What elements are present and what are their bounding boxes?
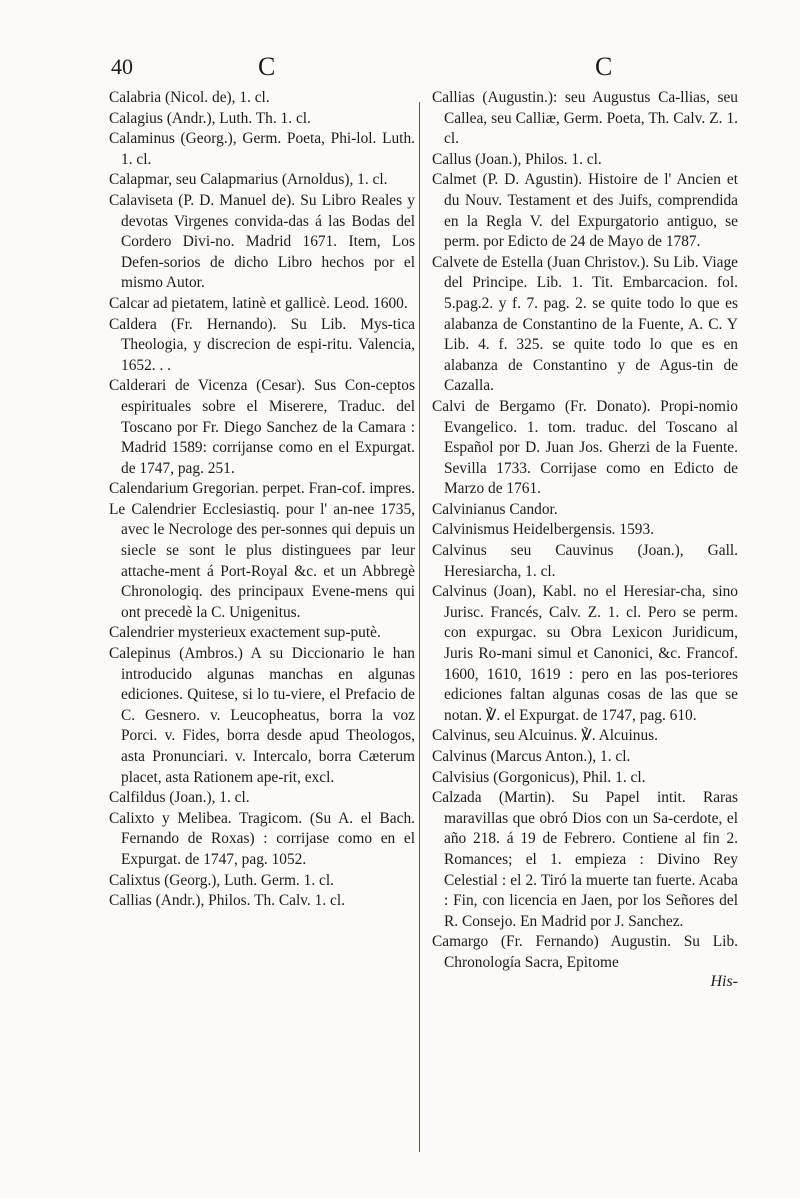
entry: Callus (Joan.), Philos. 1. cl. [432,150,602,168]
entry: Le Calendrier Ecclesiastiq. pour l' an-nee 1735, avec le Necrologe des per-sonnes qui depuis un siecle se sont le plus distinguees par leur attache-ment á Port-Royal &c. et un Abbregè Chronologiq. des principaux Evene-mens qui ont precedè la C. Unigenitus. [109,500,415,621]
entry: Calvinus (Marcus Anton.), 1. cl. [432,748,631,765]
entry: Calvinismus Heidelbergensis. 1593. [432,521,655,539]
section-letter-right: C [595,52,614,81]
section-letter-left: C [258,52,277,81]
entry: Calderari de Vicenza (Cesar). Sus Con-ceptos espirituales sobre el Miserere, Traduc. del Toscano por Fr. Diego Sanchez de la Camara : Madrid 1589: corrijanse como en el Expurgat. de 1747, pag. 251. [109,377,415,477]
page-number: 40 [111,54,133,79]
entry: Calzada (Martin). Su Papel intit. Raras maravillas que obró Dios con un Sa-cerdote, el año 218. á 19 de Febrero. Contiene al fin 2. Romances; el 1. empieza : Divino Rey Celestial : el 2. Tiró la muerte tan fuerte. Acaba : Fin, con licencia en Jaen, por los Señores del R. Consejo. En Madrid por J. Sanchez. [432,789,738,930]
entry: Callias (Andr.), Philos. Th. Calv. 1. cl. [109,892,345,910]
entry: Callias (Augustin.): seu Augustus Ca-llias, seu Callea, seu Calliæ, Germ. Poeta, Th. Calv. Z. 1. cl. [432,89,738,148]
entry: Calcar ad pietatem, latinè et gallicè. Leod. 1600. [109,294,408,312]
entry: Calixto y Melibea. Tragicom. (Su A. el Bach. Fernando de Roxas) : corrijase como en el Expurgat. de 1747, pag. 1052. [109,809,415,868]
entry: Calendarium Gregorian. perpet. Fran-cof. impres. [109,480,415,498]
entry: Calepinus (Ambros.) A su Diccionario le han introducido algunas manchas en algunas ediciones. Quitese, si lo tu-viere, el Prefacio de C. Gesnero. v. Leucopheatus, borra la voz Porci. v. Fides, borra desde apud Theologos, asta Pronunciari. v. Intercalo, borra Cæterum placet, asta Rationem ape-rit, excl. [109,645,415,786]
page-header [0,50,800,84]
entry: Calaminus (Georg.), Germ. Poeta, Phi-lol. Luth. 1. cl. [109,130,415,168]
entry: Calvinianus Candor. [432,500,558,518]
entry: Calaviseta (P. D. Manuel de). Su Libro Reales y devotas Virgenes convida-das á las Bodas del Cordero Divi-no. Madrid 1671. Item, Los Defen-sorios de dicho Libro hechos por el mismo Autor. [109,191,415,292]
entry: Calvi de Bergamo (Fr. Donato). Propi-nomio Evangelico. 1. tom. traduc. del Toscano al Español por D. Juan Jos. Gherzi de la Fuente. Sevilla 1733. Corrijase como en Edicto de Marzo de 1761. [432,397,738,498]
entry: Calvisius (Gorgonicus), Phil. 1. cl. [432,768,646,786]
column-divider [419,102,420,1152]
entry: Calvete de Estella (Juan Christov.). Su Lib. Viage del Principe. Lib. 1. Tit. Embarcacion. fol. 5.pag.2. y f. 7. pag. 2. se quite todo lo que es alabanza de Constantino de la Fuente, A. C. Y Lib. 4. f. 325. se quite todo lo que es en alabanza de Constantino y de Agus-tin de Cazalla. [432,253,738,395]
entry: Caldera (Fr. Hernando). Su Lib. Mys-tica Theologia, y discrecion de espi-ritu. Valencia, 1652. . . [109,315,415,374]
entry: Calabria (Nicol. de), 1. cl. [109,89,270,106]
entry: Calvinus (Joan), Kabl. no el Heresiar-cha, sino Jurisc. Francés, Calv. Z. 1. cl. Pero se perm. con expurgac. su Obra Lexicon Juridicum, Juris Ro-mani simul et Canonici, &c. Francof. 1600, 1610, 1619 : pero en las pos-teriores ediciones faltan algunas cosas de las que se notan. ℣. el Expurgat. de 1747, pag. 610. [432,583,738,724]
entry: Calfildus (Joan.), 1. cl. [109,789,250,807]
entry: Calixtus (Georg.), Luth. Germ. 1. cl. [109,871,334,889]
entry: Calagius (Andr.), Luth. Th. 1. cl. [109,109,311,127]
entry: Calmet (P. D. Agustin). Histoire de l' Ancien et du Nouv. Testament et des Juifs, comprendida en la Regla V. del Expurgatorio antiguo, se perm. por Edicto de 24 de Mayo de 1787. [432,171,738,251]
entry: Calvinus, seu Alcuinus. ℣. Alcuinus. [432,727,658,745]
left-column [109,88,415,912]
right-column [432,88,738,992]
entry: Camargo (Fr. Fernando) Augustin. Su Lib. Chronología Sacra, Epitome [432,933,738,971]
entry: Calvinus seu Cauvinus (Joan.), Gall. Heresiarcha, 1. cl. [432,542,738,580]
catchword: His- [710,972,738,990]
entry: Calapmar, seu Calapmarius (Arnoldus), 1. cl. [109,171,388,189]
entry: Calendrier mysterieux exactement sup-putè. [109,624,381,642]
